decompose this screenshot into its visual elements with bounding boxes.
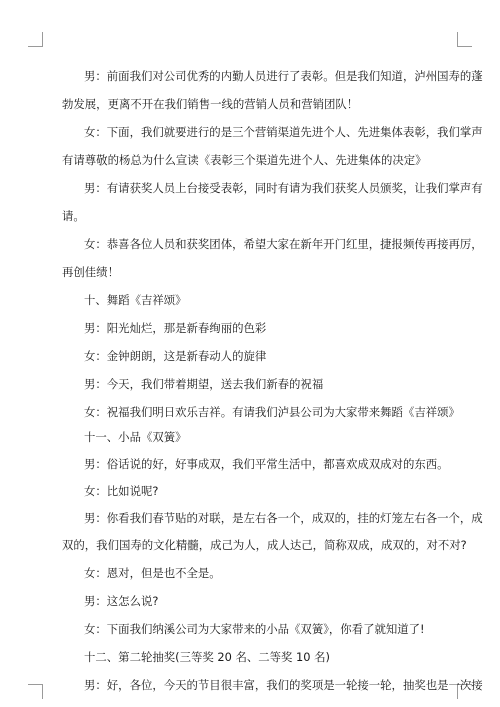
paragraph-line: 女：祝福我们明日欢乐吉祥。有请我们泸县公司为大家带来舞蹈《吉祥颂》 <box>84 405 460 419</box>
paragraph-line: 女：比如说呢? <box>84 484 159 498</box>
paragraph-line: 双的，我们国寿的文化精髓，成己为人，成人达己，简称双成，成双的，对不对? <box>62 538 467 552</box>
paragraph-line: 女：下面，我们就要进行的是三个营销渠道先进个人、先进集体表彰，我们掌声 <box>84 125 483 139</box>
crop-mark-top-left <box>28 32 43 47</box>
section-heading: 十、舞蹈《吉祥颂》 <box>84 293 187 307</box>
paragraph-line: 男：你看我们春节贴的对联，是左右各一个，成双的，挂的灯笼左右各一个，成 <box>84 511 483 525</box>
paragraph-line: 女：恭喜各位人员和获奖团体，希望大家在新年开门红里，捷报频传再接再厉， <box>84 237 483 251</box>
section-heading: 十一、小品《双簧》 <box>84 430 187 444</box>
paragraph-line: 男：这怎么说? <box>84 594 159 608</box>
paragraph-line: 男：好，各位，今天的节目很丰富，我们的奖项是一轮接一轮，抽奖也是一次接 <box>84 678 483 692</box>
paragraph-line: 男：有请获奖人员上台接受表彰，同时有请为我们获奖人员颁奖，让我们掌声有 <box>84 181 483 195</box>
paragraph-line: 再创佳绩！ <box>62 265 119 279</box>
crop-mark-top-right <box>457 32 472 47</box>
paragraph-line: 男：今天，我们带着期望，送去我们新春的祝福 <box>84 377 324 391</box>
paragraph-line: 有请尊敬的杨总为什么宣读《表彰三个渠道先进个人、先进集体的决定》 <box>62 153 427 167</box>
section-heading: 十二、第二轮抽奖(三等奖 20 名、二等奖 10 名) <box>84 650 331 664</box>
paragraph-line: 勃发展，更离不开在我们销售一线的营销人员和营销团队！ <box>62 97 359 111</box>
crop-mark-bottom-left <box>28 684 43 699</box>
paragraph-line: 女：金钟朗朗，这是新春动人的旋律 <box>84 349 267 363</box>
paragraph-line: 女：下面我们纳溪公司为大家带来的小品《双簧》，你看了就知道了! <box>84 622 425 636</box>
paragraph-line: 男：阳光灿烂，那是新春绚丽的色彩 <box>84 321 267 335</box>
paragraph-line: 男：前面我们对公司优秀的内勤人员进行了表彰。但是我们知道，泸州国寿的蓬 <box>84 69 483 83</box>
paragraph-line: 男：俗话说的好，好事成双，我们平常生活中，都喜欢成双成对的东西。 <box>84 457 449 471</box>
paragraph-line: 女：恩对，但是也不全是。 <box>84 566 221 580</box>
paragraph-line: 请。 <box>62 209 85 223</box>
